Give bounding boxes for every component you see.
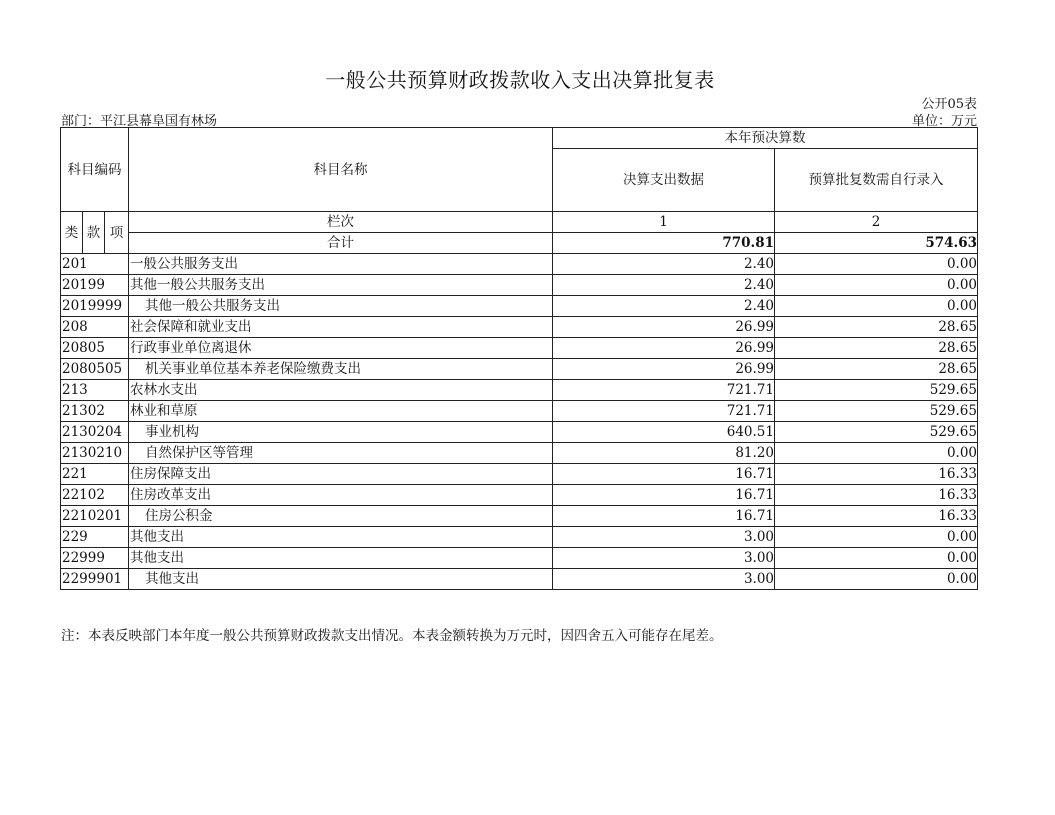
subject-code-cell: 2019999 — [61, 296, 129, 317]
budget-approval-cell: 28.65 — [775, 359, 978, 380]
subject-code-header: 科目编码 — [61, 128, 129, 212]
total-value-2: 574.63 — [775, 233, 978, 254]
subject-name-cell: 其他支出 — [129, 527, 553, 548]
final-expenditure-cell: 3.00 — [553, 527, 775, 548]
table-row — [61, 464, 978, 485]
subject-code-cell: 2130204 — [61, 422, 129, 443]
final-expenditure-cell: 16.71 — [553, 485, 775, 506]
subject-name-cell: 机关事业单位基本养老保险缴费支出 — [129, 359, 553, 380]
xiang-header: 项 — [105, 212, 129, 254]
subject-name-cell: 住房改革支出 — [129, 485, 553, 506]
final-expenditure-cell: 26.99 — [553, 338, 775, 359]
table-row — [61, 275, 978, 296]
final-expenditure-cell: 3.00 — [553, 548, 775, 569]
subject-code-cell: 20199 — [61, 275, 129, 296]
budget-approval-cell: 0.00 — [775, 527, 978, 548]
budget-approval-cell: 16.33 — [775, 506, 978, 527]
subject-code-cell: 20805 — [61, 338, 129, 359]
col2-number: 2 — [775, 212, 978, 233]
table-row — [61, 422, 978, 443]
budget-approval-cell: 0.00 — [775, 569, 978, 590]
final-expenditure-cell: 3.00 — [553, 569, 775, 590]
table-row — [61, 548, 978, 569]
form-code: 公开05表 — [921, 97, 977, 112]
col1-number: 1 — [553, 212, 775, 233]
header-row-1 — [61, 128, 978, 149]
subject-code-cell: 21302 — [61, 401, 129, 422]
total-value-1: 770.81 — [553, 233, 775, 254]
subject-name-cell: 农林水支出 — [129, 380, 553, 401]
budget-approval-cell: 28.65 — [775, 317, 978, 338]
table-row — [61, 359, 978, 380]
subject-name-cell: 社会保障和就业支出 — [129, 317, 553, 338]
table-row — [61, 296, 978, 317]
final-expenditure-cell: 721.71 — [553, 380, 775, 401]
table-row — [61, 569, 978, 590]
subject-name-cell: 住房公积金 — [129, 506, 553, 527]
final-expenditure-cell: 81.20 — [553, 443, 775, 464]
table-row — [61, 317, 978, 338]
subject-name-header: 科目名称 — [129, 128, 553, 212]
subject-name-cell: 其他支出 — [129, 569, 553, 590]
final-expenditure-cell: 721.71 — [553, 401, 775, 422]
subject-name-cell: 住房保障支出 — [129, 464, 553, 485]
subject-name-cell: 林业和草原 — [129, 401, 553, 422]
footnote: 注：本表反映部门本年度一般公共预算财政拨款支出情况。本表金额转换为万元时，因四舍五入可能存在尾差。 — [61, 628, 723, 644]
budget-approval-cell: 0.00 — [775, 443, 978, 464]
subject-code-cell: 22102 — [61, 485, 129, 506]
budget-approval-cell: 0.00 — [775, 275, 978, 296]
subject-name-cell: 其他一般公共服务支出 — [129, 296, 553, 317]
budget-approval-cell: 0.00 — [775, 548, 978, 569]
subject-name-cell: 行政事业单位离退休 — [129, 338, 553, 359]
department-label: 部门：平江县幕阜国有林场 — [61, 114, 218, 129]
subject-code-cell: 213 — [61, 380, 129, 401]
subject-code-cell: 2080505 — [61, 359, 129, 380]
lanci-label: 栏次 — [129, 212, 553, 233]
table-row — [61, 527, 978, 548]
budget-approval-cell: 529.65 — [775, 380, 978, 401]
budget-approval-cell: 28.65 — [775, 338, 978, 359]
budget-approval-cell: 529.65 — [775, 422, 978, 443]
final-expenditure-cell: 16.71 — [553, 506, 775, 527]
final-expenditure-cell: 2.40 — [553, 275, 775, 296]
budget-approval-cell: 0.00 — [775, 296, 978, 317]
budget-approval-cell: 0.00 — [775, 254, 978, 275]
unit-label: 单位：万元 — [911, 114, 977, 129]
subject-code-cell: 208 — [61, 317, 129, 338]
budget-approval-cell: 529.65 — [775, 401, 978, 422]
final-expenditure-cell: 640.51 — [553, 422, 775, 443]
table-row — [61, 443, 978, 464]
final-expenditure-cell: 2.40 — [553, 254, 775, 275]
subject-name-cell: 一般公共服务支出 — [129, 254, 553, 275]
subject-name-cell: 其他一般公共服务支出 — [129, 275, 553, 296]
kuan-header: 款 — [83, 212, 105, 254]
report-title: 一般公共预算财政拨款收入支出决算批复表 — [325, 68, 715, 92]
subject-name-cell: 其他支出 — [129, 548, 553, 569]
final-expenditure-cell: 26.99 — [553, 359, 775, 380]
subject-code-cell: 229 — [61, 527, 129, 548]
subject-code-cell: 201 — [61, 254, 129, 275]
total-label: 合计 — [129, 233, 553, 254]
final-expenditure-cell: 26.99 — [553, 317, 775, 338]
table-row — [61, 254, 978, 275]
total-row — [61, 233, 978, 254]
table-row — [61, 380, 978, 401]
final-expenditure-cell: 2.40 — [553, 296, 775, 317]
subject-name-cell: 事业机构 — [129, 422, 553, 443]
lei-header: 类 — [61, 212, 83, 254]
table-row — [61, 338, 978, 359]
table-row — [61, 401, 978, 422]
subject-code-cell: 2210201 — [61, 506, 129, 527]
col2-header: 预算批复数需自行录入 — [775, 149, 978, 212]
table-row — [61, 485, 978, 506]
table-row — [61, 506, 978, 527]
subject-code-cell: 2299901 — [61, 569, 129, 590]
subject-name-cell: 自然保护区等管理 — [129, 443, 553, 464]
subject-code-cell: 221 — [61, 464, 129, 485]
col1-header: 决算支出数据 — [553, 149, 775, 212]
subject-code-cell: 22999 — [61, 548, 129, 569]
budget-approval-cell: 16.33 — [775, 464, 978, 485]
current-year-header: 本年预决算数 — [553, 128, 978, 149]
budget-table — [60, 127, 978, 590]
lanci-row — [61, 212, 978, 233]
subject-code-cell: 2130210 — [61, 443, 129, 464]
final-expenditure-cell: 16.71 — [553, 464, 775, 485]
budget-approval-cell: 16.33 — [775, 485, 978, 506]
